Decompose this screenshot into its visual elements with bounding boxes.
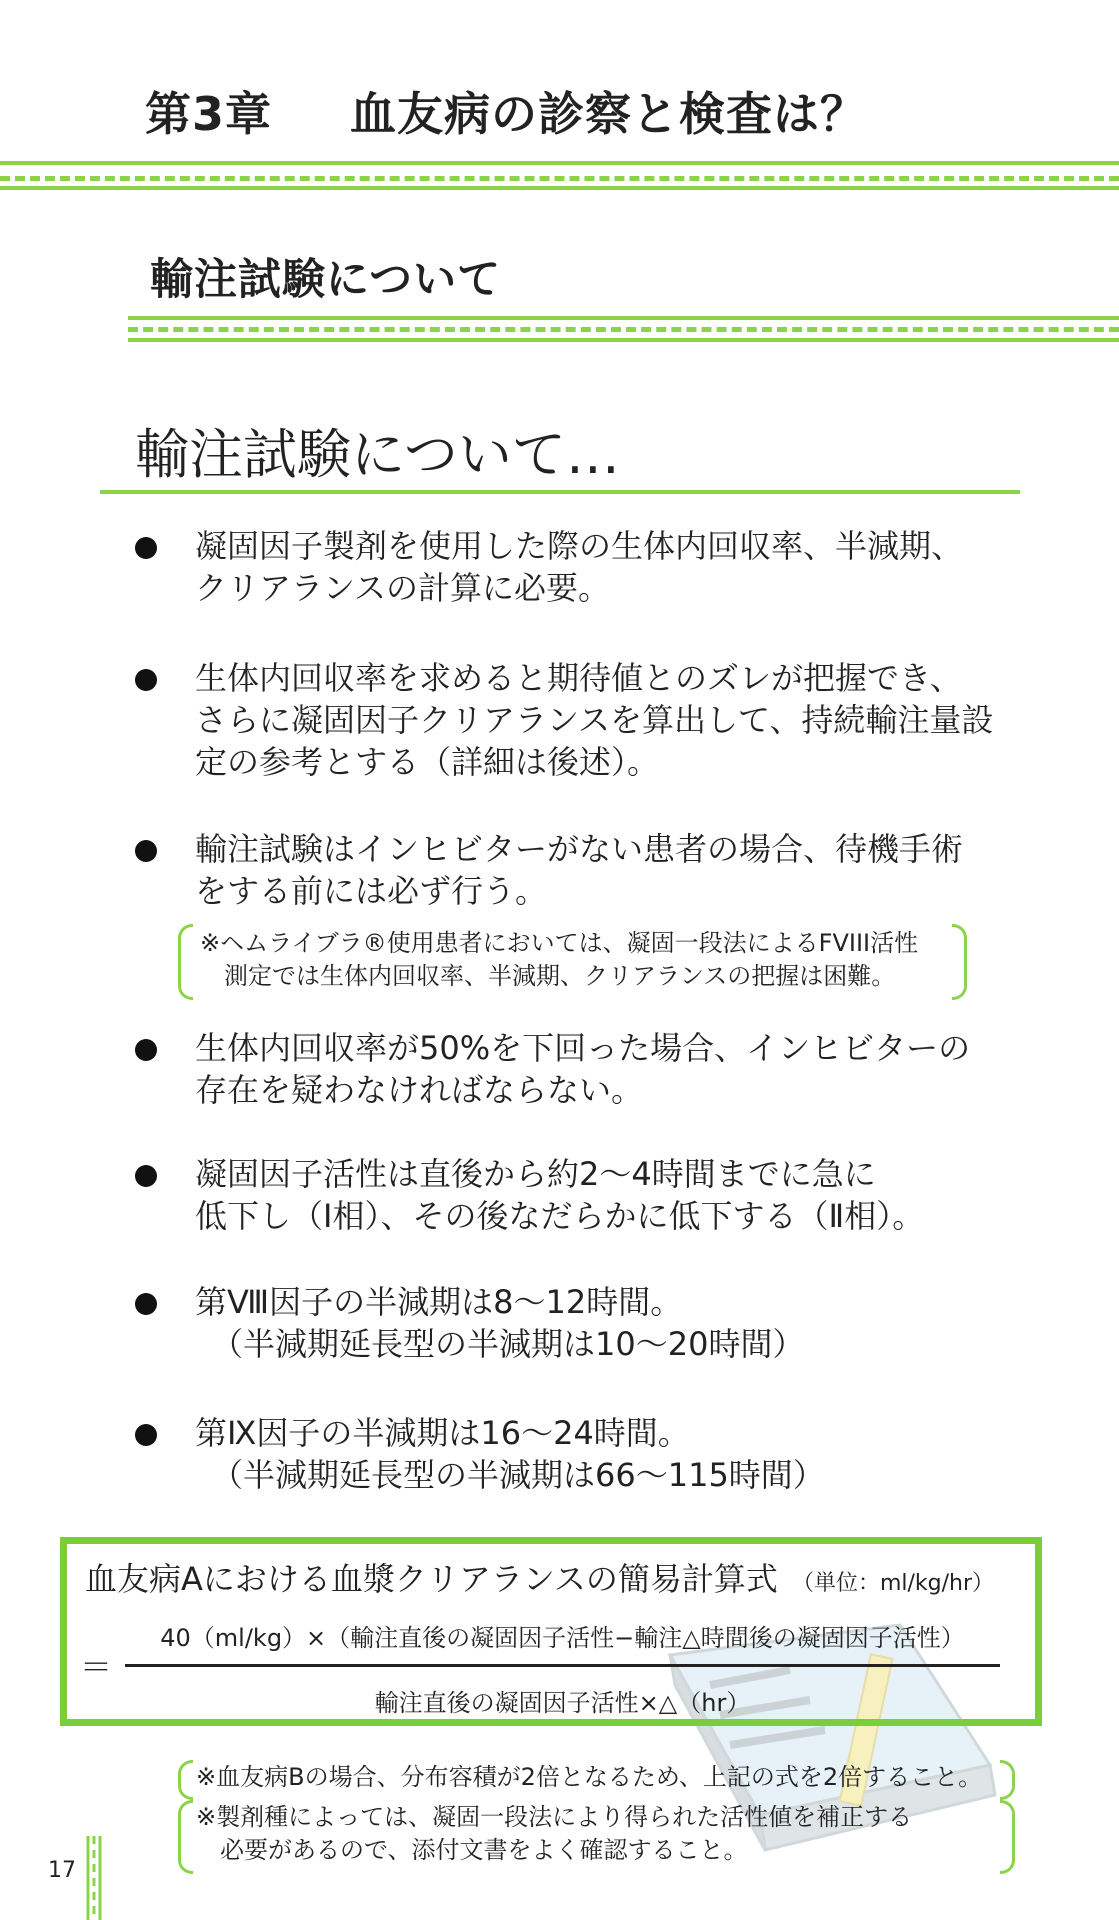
formula-denominator: 輸注直後の凝固因子活性×△（hr） [374, 1689, 751, 1717]
formula-equals-sign: ＝ [80, 1648, 113, 1686]
list-item [130, 1153, 1030, 1237]
footnote-bracket-right [1000, 1760, 1015, 1800]
list-item-text: 輸注試験はインヒビターがない患者の場合、待機手術 をする前には必ず行う。 [195, 830, 964, 910]
section-title: 輸注試験について [150, 255, 502, 305]
header-rule-bottom [0, 186, 1119, 190]
formula-numerator: 40（ml/kg）×（輸注直後の凝固因子活性−輸注△時間後の凝固因子活性） [160, 1624, 965, 1652]
section-dashed-rule [128, 327, 1119, 332]
section-rule [128, 316, 1119, 320]
header-rule [0, 161, 1119, 165]
footnote-hemophilia-b: ※血友病Bの場合、分布容積が2倍となるため、上記の式を2倍すること。 [196, 1763, 983, 1791]
bullet-icon [135, 1293, 157, 1315]
list-item [130, 828, 1030, 912]
list-item [130, 1412, 1030, 1496]
formula-title [85, 1554, 994, 1600]
header-dashed-rule [0, 176, 1119, 181]
list-item-text: 凝固因子活性は直後から約2～4時間までに急に 低下し（Ⅰ相）、その後なだらかに低下する（Ⅱ相）。 [195, 1155, 925, 1235]
section-rule-bottom [128, 338, 1119, 342]
list-item-text: 凝固因子製剤を使用した際の生体内回収率、半減期、 クリアランスの計算に必要。 [195, 527, 964, 607]
slide-title-rule [100, 490, 1020, 494]
formula-title-text: 血友病Aにおける血漿クリアランスの簡易計算式 [85, 1560, 778, 1598]
note-bracket-right [952, 924, 967, 1000]
bullet-icon [135, 537, 157, 559]
list-item [130, 1027, 1030, 1111]
chapter-label: 第3章 [145, 87, 273, 141]
list-item [130, 1281, 1030, 1365]
list-item-text: 第Ⅷ因子の半減期は8～12時間。 （半減期延長型の半減期は10～20時間） [195, 1283, 805, 1363]
footnote-bracket-left [178, 1760, 193, 1800]
footnote-bracket-left [178, 1800, 193, 1874]
bullet-icon [135, 669, 157, 691]
bullet-icon [135, 1039, 157, 1061]
bullet-icon [135, 1165, 157, 1187]
list-item [130, 525, 1030, 609]
page-side-rule [85, 1836, 103, 1920]
footnote-bracket-right [1000, 1800, 1015, 1874]
list-item-text: 生体内回収率が50%を下回った場合、インヒビターの 存在を疑わなければならない。 [195, 1029, 971, 1109]
hemlibra-note: ※ヘムライブラ®使用患者においては、凝固一段法によるFVIII活性 測定では生体内回収率、半減期、クリアランスの把握は困難。 [200, 929, 919, 990]
chapter-title: 血友病の診察と検査は？ [350, 87, 868, 141]
note-bracket-left [178, 924, 193, 1000]
formula-unit: （単位：ml/kg/hr） [791, 1571, 994, 1596]
page-number: 17 [48, 1858, 76, 1883]
footnote-product-type: ※製剤種によっては、凝固一段法により得られた活性値を補正する 必要があるので、添付文書をよく確認すること。 [196, 1803, 913, 1864]
bullet-icon [135, 840, 157, 862]
list-item [130, 657, 1030, 783]
chapter-heading [145, 78, 867, 144]
slide-title: 輸注試験について… [135, 423, 620, 486]
bullet-icon [135, 1424, 157, 1446]
list-item-text: 生体内回収率を求めると期待値とのズレが把握でき、 さらに凝固因子クリアランスを算出して、持続輸注量設 定の参考とする（詳細は後述）。 [195, 659, 994, 781]
fraction-line [125, 1664, 1000, 1667]
list-item-text: 第Ⅸ因子の半減期は16～24時間。 （半減期延長型の半減期は66～115時間） [195, 1414, 825, 1494]
